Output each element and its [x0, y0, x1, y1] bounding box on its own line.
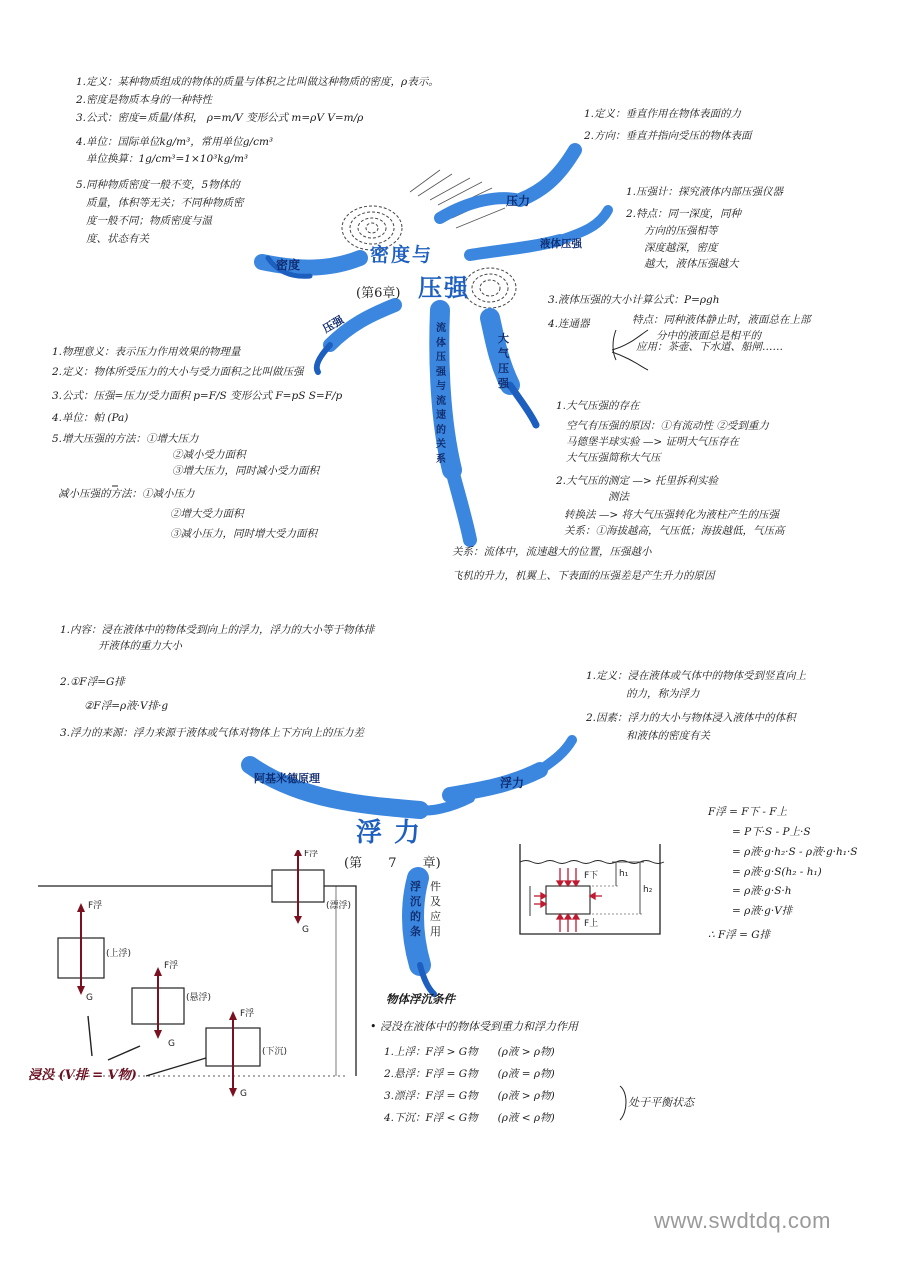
derivation-line: = P下·S - P上·S: [732, 825, 811, 838]
pressure-line: 1.物理意义：表示压力作用效果的物理量: [52, 346, 241, 358]
pressure-line: 2.定义：物体所受压力的大小与受力面积之比叫做压强: [52, 365, 304, 378]
f-down-label: F下: [584, 871, 599, 881]
branch-label-density: 密度: [276, 258, 301, 272]
row-rho: (ρ液 > ρ物): [497, 1046, 555, 1058]
atm-line: 关系：①海拔越高，气压低；海拔越低，气压高: [564, 525, 785, 538]
pressure-section: [52, 346, 342, 479]
liquid-pressure-formula: 3.液体压强的大小计算公式：P=ρgh: [548, 294, 720, 306]
g-up-state-label: G: [86, 993, 93, 1003]
atm-line: 转换法 —> 将大气压强转化为液柱产生的压强: [564, 509, 779, 522]
chapter-number: 7: [388, 856, 397, 871]
derivation-line: F浮 = F下 - F上: [708, 806, 788, 818]
center2-title: 浮力: [356, 818, 433, 848]
atm-line: 2.大气压的测定 —> 托里拆利实验: [556, 475, 718, 488]
branch-label-pressure: 压强: [320, 313, 347, 336]
branch-char: 压: [436, 352, 446, 363]
reduce-line: ②增大受力面积: [170, 507, 244, 520]
pressure-difference-diagram: [516, 840, 666, 940]
atm-line: 空气有压强的原因：①有流动性 ②受到重力: [566, 419, 769, 432]
branch-char: 系: [436, 453, 446, 465]
derivation-line: = ρ液·g·S·h: [732, 885, 792, 898]
branch-char: 件: [430, 880, 441, 893]
sink-float-title: 物体浮沉条件: [386, 992, 455, 1006]
derivation-line: = ρ液·g·h₂·S - ρ液·g·h₁·S: [732, 845, 858, 858]
sink-float-rows: [384, 1046, 555, 1125]
density-line: 度、状态有关: [86, 232, 149, 245]
branch-char: 条: [410, 924, 421, 938]
reduce-line: ③减小压力，同时增大受力面积: [170, 527, 317, 540]
sink-float-row: [384, 1068, 555, 1082]
connector-label: 4.连通器: [548, 317, 590, 330]
derivation-section: [708, 806, 858, 943]
branch-char: 关: [436, 439, 446, 450]
pressure-force-line: 1.定义：垂直作用在物体表面的力: [584, 108, 742, 120]
sink-state-label: (下沉): [262, 1047, 288, 1057]
derivation-line: = ρ液·g·V排: [732, 905, 793, 918]
liquid-pressure-line: 1.压强计：探究液体内部压强仪器: [626, 186, 784, 198]
f-up-label: F上: [584, 919, 599, 929]
branch-char: 大: [498, 332, 509, 345]
pressure-line: 4.单位：帕 (Pa): [52, 411, 129, 424]
chapter-right: 章): [422, 856, 441, 871]
center-title-line2: 压强: [418, 273, 470, 302]
buoyancy-line: 1.定义：浸在液体或气体中的物体受到竖直向上: [586, 670, 807, 682]
intro-text: 浸没在液体中的物体受到重力和浮力作用: [380, 1020, 578, 1033]
branch-char: 与: [436, 381, 446, 392]
branch-char: 体: [436, 337, 446, 349]
float-state-label: (漂浮): [326, 901, 352, 911]
liquid-pressure-line: 深度越深，密度: [644, 241, 718, 254]
chapter-left: (第: [344, 856, 363, 871]
archimedes-section: [60, 624, 375, 741]
rise-state-label: (上浮): [106, 949, 132, 959]
buoyancy-line: 的力，称为浮力: [626, 687, 700, 700]
branch-char: 的: [410, 909, 421, 923]
branch-char: 压: [498, 361, 509, 375]
pressure-reduce-section: [58, 488, 317, 542]
branch-char: 强: [498, 376, 509, 390]
fluid-velocity-section: [452, 546, 715, 584]
branch-label-fluid-velocity: [436, 322, 446, 467]
immersed-label: 浸没 (V排 = V物): [28, 1068, 137, 1083]
liquid-pressure-line: 方向的压强相等: [644, 224, 718, 237]
branch-label-atm-pressure: [498, 332, 509, 391]
pressure-line: ②减小受力面积: [172, 449, 246, 462]
center-chapter-label: (第6章): [356, 286, 401, 301]
branch-char: 沉: [410, 894, 421, 908]
f-float-label: F浮: [304, 850, 319, 859]
branch-label-archimedes: 阿基米德原理: [254, 772, 320, 785]
watermark-text: www.swdtdq.com: [654, 1208, 831, 1233]
branch-char: 浮: [410, 880, 421, 893]
pressure-force-section: [584, 108, 752, 144]
density-section: [76, 76, 439, 247]
branch-char: 强: [436, 366, 446, 378]
liquid-pressure-section: [626, 186, 783, 272]
pressure-force-line: 2.方向：垂直并指向受压的物体表面: [584, 129, 752, 142]
atm-line: 马德堡半球实验 —> 证明大气压存在: [566, 435, 739, 448]
liquid-pressure-line: 越大，液体压强越大: [644, 258, 739, 271]
atm-line: 1.大气压强的存在: [556, 400, 640, 412]
atm-line: 大气压强简称大气压: [566, 451, 661, 464]
g-float-label: G: [302, 925, 309, 935]
row-rho: (ρ液 > ρ物): [497, 1089, 555, 1102]
g-sink-label: G: [240, 1089, 247, 1099]
branch-label-float-cond-b: [430, 880, 441, 939]
branch-char: 流: [436, 323, 446, 334]
g-suspend-label: G: [168, 1039, 175, 1049]
atm-line: 测法: [608, 491, 629, 504]
branch-label-float-cond-a: [410, 880, 421, 939]
row-label: 3.漂浮：F浮 = G物: [384, 1089, 478, 1102]
liquid-pressure-line: 特点：同种液体静止时，液面总在上部: [632, 313, 811, 326]
branch-char: 气: [498, 346, 509, 360]
buoyancy-def-section: [586, 670, 806, 743]
h1-label: h₁: [619, 869, 629, 879]
row-rho: (ρ液 = ρ物): [497, 1067, 555, 1080]
float-states-diagram: [36, 850, 376, 1100]
liquid-pressure-line: 2.特点：同一深度，同种: [626, 207, 742, 220]
reduce-line: 减小压强的方法：①减小压力: [58, 488, 195, 500]
suspend-state-label: (悬浮): [186, 993, 212, 1003]
archimedes-line: 1.内容：浸在液体中的物体受到向上的浮力，浮力的大小等于物体排: [60, 624, 375, 636]
density-line: 3.公式：密度=质量/体积， ρ=m/V 变形公式 m=ρV V=m/ρ: [76, 111, 364, 124]
derivation-line: ∴ F浮 = G排: [708, 929, 771, 942]
buoyancy-line: 2.因素：浮力的大小与物体浸入液体中的体积: [586, 711, 796, 724]
sink-float-row: [384, 1112, 555, 1126]
sink-float-row: [384, 1090, 555, 1104]
archimedes-line: 3.浮力的来源：浮力来源于液体或气体对物体上下方向上的压力差: [60, 727, 365, 740]
derivation-line: = ρ液·g·S(h₂ - h₁): [732, 865, 822, 878]
branch-char: 流: [436, 395, 446, 407]
h2-label: h₂: [643, 885, 653, 895]
branch-char: 用: [430, 924, 441, 938]
f-sink-label: F浮: [240, 1009, 255, 1019]
liquid-pressure-line: 应用：茶壶、下水道、船闸……: [636, 341, 783, 354]
row-rho: (ρ液 < ρ物): [497, 1111, 555, 1124]
branch-char: 速: [436, 410, 446, 421]
branch-label-pressure-force: 压力: [506, 194, 531, 208]
archimedes-line: 开液体的重力大小: [98, 639, 182, 652]
row-label: 1.上浮：F浮 > G物: [384, 1046, 478, 1058]
archimedes-line: 2.①F浮=G排: [60, 675, 125, 688]
f-suspend-label: F浮: [164, 961, 179, 971]
density-line: 4.单位：国际单位kg/m³，常用单位g/cm³: [76, 135, 274, 148]
pressure-line: 5.增大压强的方法：①增大压力: [52, 433, 199, 446]
density-line: 2.密度是物质本身的一种特性: [76, 93, 213, 106]
fluid-line: 飞机的升力，机翼上、下表面的压强差是产生升力的原因: [452, 569, 715, 582]
f-up-state-label: F浮: [88, 901, 103, 911]
branch-label-liquid-pressure: 液体压强: [540, 238, 582, 250]
liquid-pressure-line: 分中的液面总是相平的: [656, 329, 761, 342]
pressure-line: 3.公式：压强=压力/受力面积 p=F/S 变形公式 F=pS S=F/p: [52, 389, 343, 402]
liquid-pressure-formula-section: [548, 294, 811, 355]
sink-float-row: [384, 1046, 555, 1060]
density-line: 单位换算：1g/cm³=1×10³kg/m³: [86, 153, 249, 166]
density-line: 1.定义：某种物质组成的物体的质量与体积之比叫做这种物质的密度，ρ表示。: [76, 76, 439, 88]
balance-note: 处于平衡状态: [628, 1096, 694, 1109]
branch-char: 应: [430, 909, 441, 923]
atm-pressure-section: [556, 400, 785, 539]
branch-char: 及: [430, 894, 441, 908]
archimedes-line: ②F浮=ρ液·V排·g: [84, 699, 169, 712]
density-line: 质量，体积等无关；不同种物质密: [86, 197, 244, 210]
density-line: 5.同种物质密度一般不变，5物体的: [76, 179, 240, 192]
buoyancy-line: 和液体的密度有关: [626, 729, 710, 742]
sink-float-intro: • 浸没在液体中的物体受到重力和浮力作用: [370, 1020, 578, 1033]
density-line: 度一般不同；物质密度与温: [86, 215, 212, 228]
branch-label-buoyancy: 浮力: [500, 776, 525, 790]
pressure-line: ③增大压力，同时减小受力面积: [172, 465, 319, 478]
fluid-line: 关系：流体中，流速越大的位置，压强越小: [452, 546, 652, 558]
branch-char: 的: [436, 424, 446, 436]
center-title-line1: 密度与: [370, 244, 434, 266]
row-label: 4.下沉：F浮 < G物: [384, 1111, 478, 1124]
row-label: 2.悬浮：F浮 = G物: [384, 1067, 478, 1080]
